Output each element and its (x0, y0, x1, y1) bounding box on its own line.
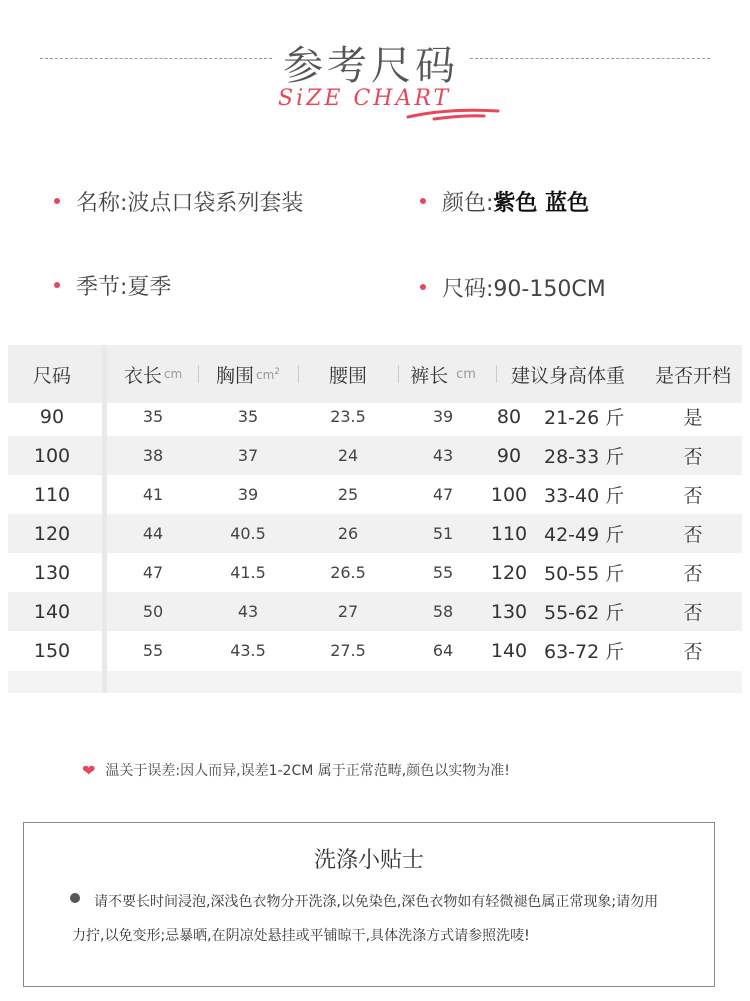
cell-weight: 55-62 斤 (544, 602, 625, 624)
header-crotch: 是否开档 (654, 364, 731, 387)
header-dash-left (40, 58, 272, 59)
cell-size: 110 (33, 483, 71, 506)
table-row (8, 631, 742, 670)
cell-chest: 43 (237, 602, 259, 621)
cell-crotch: 否 (683, 524, 703, 546)
tolerance-note (82, 760, 510, 780)
cell-chest: 37 (237, 446, 259, 465)
info-season-value: 夏季 (127, 275, 172, 300)
bullet-dot (420, 284, 426, 290)
cell-waist: 26 (337, 524, 359, 543)
cell-height: 110 (490, 522, 528, 545)
header-pants (398, 345, 488, 403)
cell-weight: 50-55 斤 (544, 563, 625, 585)
cell-length: 47 (142, 563, 164, 582)
info-size (420, 272, 606, 303)
header-length-unit: cm (163, 367, 183, 381)
cell-pants: 64 (432, 641, 454, 660)
cell-pants: 39 (432, 407, 454, 426)
cell-weight: 28-33 斤 (544, 446, 625, 468)
cell-length: 35 (142, 407, 164, 426)
bullet-dot (54, 282, 60, 288)
cell-weight: 42-49 斤 (544, 524, 625, 546)
washing-tips-title: 洗涤小贴士 (313, 848, 424, 873)
cell-chest: 43.5 (230, 641, 266, 660)
cell-waist: 27.5 (330, 641, 366, 660)
header-chest-unit: $cm^2$ (255, 366, 281, 382)
header-pants-label: 裤长 (410, 364, 449, 387)
cell-pants: 55 (432, 563, 454, 582)
table-row (8, 553, 742, 592)
header-pants-unit: cm (456, 366, 476, 382)
cell-chest: 35 (237, 407, 259, 426)
info-size-label: 尺码: (442, 277, 494, 302)
brush-stroke-decoration (404, 105, 500, 125)
cell-length: 44 (142, 524, 164, 543)
page-title: 参考尺码 (283, 43, 459, 89)
cell-height: 100 (490, 483, 528, 506)
table-row (8, 514, 742, 553)
header-length (108, 345, 198, 403)
tolerance-note-text: 温关于误差:因人而异,误差1-2CM 属于正常范畴,颜色以实物为准! (105, 763, 510, 779)
cell-weight: 33-40 斤 (544, 485, 625, 507)
info-color-value: 紫色 蓝色 (493, 191, 590, 216)
cell-height: 80 (496, 405, 522, 428)
table-row (8, 475, 742, 514)
washing-tips-box (23, 822, 715, 987)
cell-size: 90 (39, 405, 65, 428)
cell-crotch: 否 (683, 563, 703, 585)
cell-crotch: 否 (683, 602, 703, 624)
cell-crotch: 否 (683, 641, 703, 663)
info-name-value: 波点口袋系列套装 (127, 191, 304, 216)
info-color-label: 颜色: (442, 191, 494, 216)
cell-length: 55 (142, 641, 164, 660)
info-season-label: 季节: (76, 275, 128, 300)
info-season (54, 270, 171, 301)
cell-waist: 23.5 (330, 407, 366, 426)
table-bottom-band (8, 671, 742, 693)
cell-height: 120 (490, 561, 528, 584)
cell-weight: 21-26 斤 (544, 407, 625, 429)
table-row (8, 397, 742, 436)
heart-icon: ❤ (82, 760, 96, 780)
info-name (54, 186, 303, 217)
info-name-label: 名称: (76, 191, 128, 216)
table-row (8, 436, 742, 475)
cell-waist: 24 (337, 446, 359, 465)
cell-size: 120 (33, 522, 71, 545)
page-subtitle: SiZE CHART (278, 86, 452, 111)
cell-pants: 58 (432, 602, 454, 621)
cell-size: 140 (33, 600, 71, 623)
cell-pants: 43 (432, 446, 454, 465)
header-length-label: 衣长 (123, 364, 162, 387)
cell-crotch: 否 (683, 485, 703, 507)
cell-chest: 39 (237, 485, 259, 504)
header-size: 尺码 (32, 364, 71, 387)
header-dash-right (470, 58, 710, 59)
washing-tips-body (72, 885, 672, 953)
table-header-row (8, 345, 742, 403)
header-separator (496, 365, 497, 383)
cell-length: 41 (142, 485, 164, 504)
cell-size: 100 (33, 444, 71, 467)
cell-length: 38 (142, 446, 164, 465)
size-table (8, 345, 742, 693)
cell-waist: 25 (337, 485, 359, 504)
cell-size: 150 (33, 639, 71, 662)
cell-weight: 63-72 斤 (544, 641, 625, 663)
cell-pants: 51 (432, 524, 454, 543)
header-suggest: 建议身高体重 (510, 364, 625, 387)
cell-waist: 27 (337, 602, 359, 621)
size-column-divider (102, 345, 107, 693)
bullet-dot (420, 198, 426, 204)
header-chest-label: 胸围 (215, 364, 254, 387)
info-color (420, 186, 589, 217)
cell-height: 130 (490, 600, 528, 623)
info-size-value: 90-150CM (493, 277, 606, 302)
cell-height: 140 (490, 639, 528, 662)
cell-waist: 26.5 (330, 563, 366, 582)
header-chest (198, 345, 298, 403)
header-waist: 腰围 (328, 364, 367, 387)
table-row (8, 592, 742, 631)
cell-crotch: 否 (683, 446, 703, 468)
cell-chest: 40.5 (230, 524, 266, 543)
cell-crotch: 是 (683, 407, 703, 429)
header (0, 28, 750, 128)
cell-chest: 41.5 (230, 563, 266, 582)
cell-pants: 47 (432, 485, 454, 504)
cell-height: 90 (496, 444, 522, 467)
cell-size: 130 (33, 561, 71, 584)
bullet-dot (54, 198, 60, 204)
cell-length: 50 (142, 602, 164, 621)
washing-tips-text: 请不要长时间浸泡,深浅色衣物分开洗涤,以免染色,深色衣物如有轻微褪色属正常现象;请勿用力拧,以免变形;忌暴晒,在阴凉处悬挂或平铺晾干,具体洗涤方式请参照洗唛! (72, 894, 659, 944)
